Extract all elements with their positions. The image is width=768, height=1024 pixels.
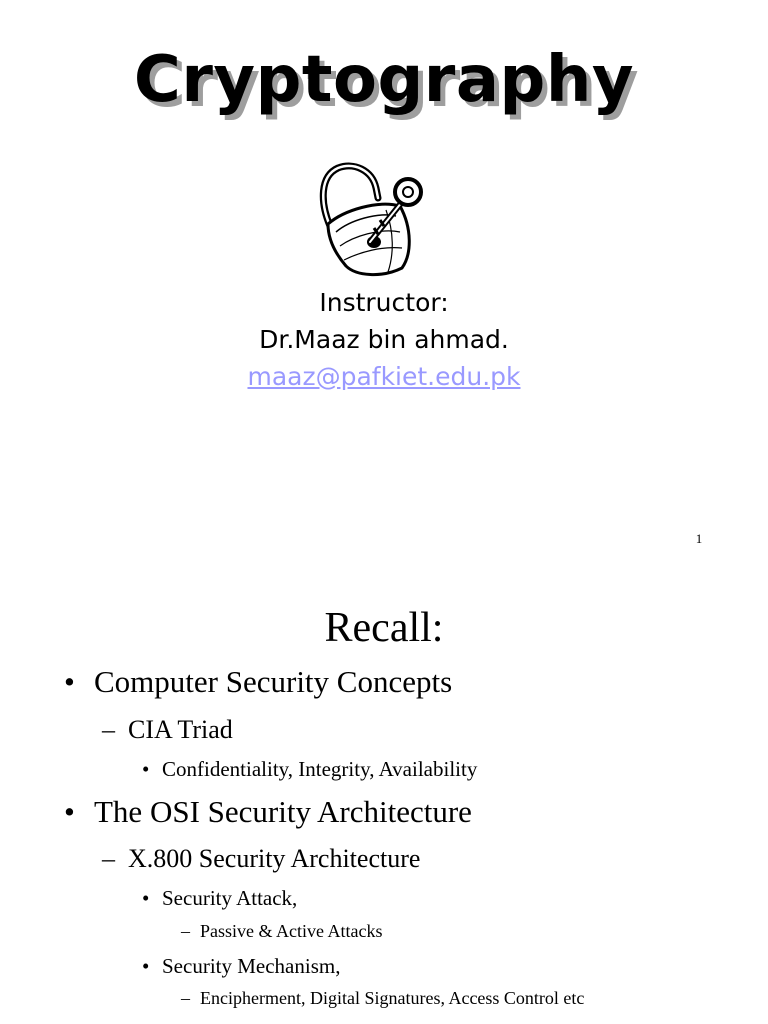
instructor-info: [0, 284, 768, 395]
bullet-text: Computer Security Concepts: [94, 664, 453, 699]
bullet-marker: –: [181, 921, 190, 941]
recall-slide: [0, 576, 768, 1024]
bullet-marker: –: [181, 988, 190, 1008]
bullet-text: X.800 Security Architecture: [128, 844, 421, 873]
bullet-text: Passive & Active Attacks: [200, 921, 383, 941]
bullet-marker: •: [142, 757, 150, 781]
bullet-marker: –: [102, 715, 115, 744]
bullet-text: Encipherment, Digital Signatures, Access Control etc: [200, 988, 585, 1008]
instructor-name: Dr.Maaz bin ahmad.: [259, 325, 509, 354]
slide-number: 1: [695, 531, 703, 546]
slide-title: Cryptography: [133, 43, 635, 117]
slide-title: Recall:: [324, 605, 444, 651]
bullet-marker: –: [102, 844, 115, 873]
bullet-text: Security Mechanism,: [162, 954, 341, 978]
bullet-text: Security Attack,: [162, 886, 298, 910]
bullet-text: CIA Triad: [128, 715, 233, 744]
bullet-marker: •: [142, 886, 150, 910]
padlock-with-key-icon: [316, 162, 424, 278]
bullet-marker: •: [64, 794, 75, 829]
bullet-text: Confidentiality, Integrity, Availability: [162, 757, 478, 781]
instructor-label: Instructor:: [319, 288, 449, 317]
bullet-text: The OSI Security Architecture: [94, 794, 472, 829]
bullet-marker: •: [142, 954, 150, 978]
instructor-email-link[interactable]: maaz@pafkiet.edu.pk: [247, 362, 521, 391]
bullet-marker: •: [64, 664, 75, 699]
